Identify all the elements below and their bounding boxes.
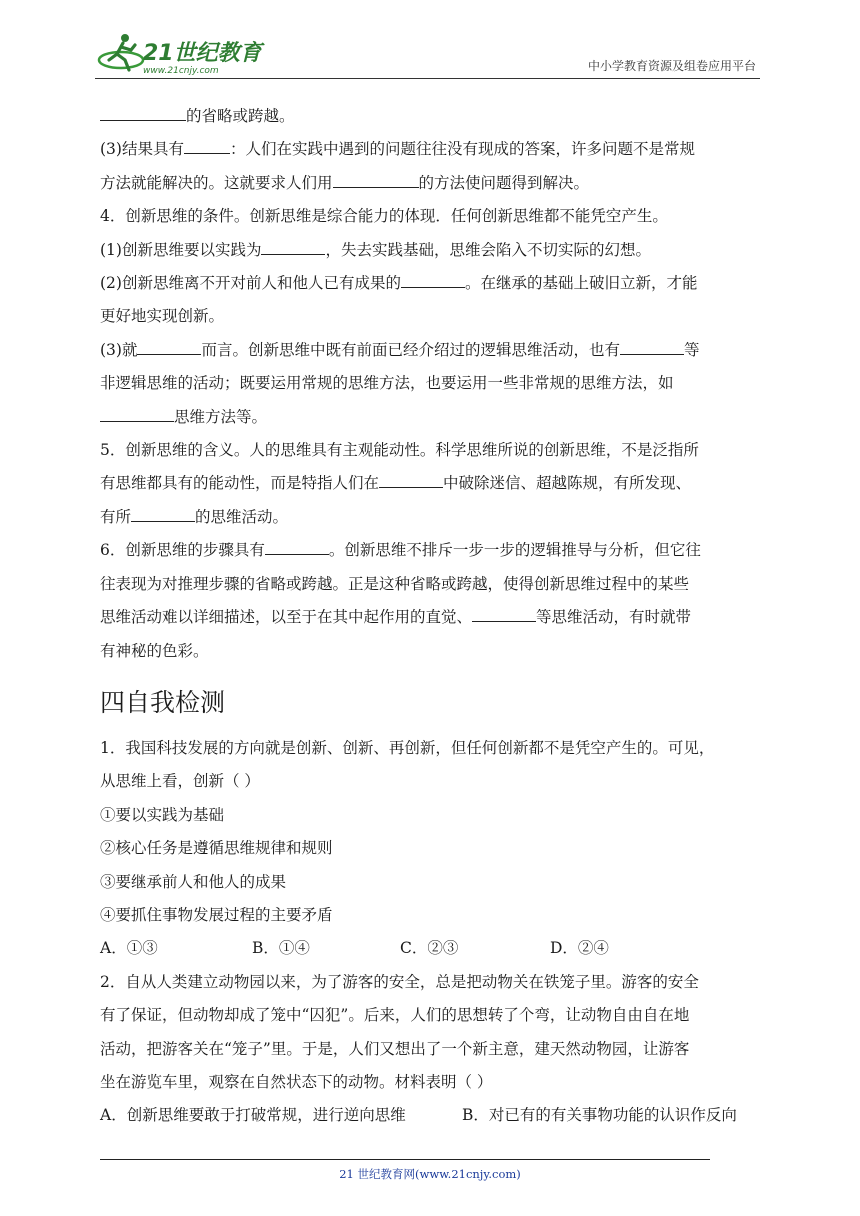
option-c: C．②③ bbox=[400, 939, 459, 958]
question-2: 2．自从人类建立动物园以来，为了游客的安全，总是把动物关在铁笼子里。游客的安全 bbox=[100, 972, 699, 991]
question-2: 有了保证，但动物却成了笼中“囚犯”。后来，人们的思想转了个弯，让动物自由自在地 bbox=[100, 1006, 690, 1025]
answer-blank bbox=[379, 471, 443, 488]
answer-blank bbox=[261, 237, 325, 254]
text-line: 思维活动难以详细描述，以至于在其中起作用的直觉、 等思维活动，有时就带 bbox=[100, 601, 762, 634]
answer-blank bbox=[100, 104, 186, 121]
text-line: 有所 的思维活动。 bbox=[100, 501, 762, 534]
text-line: 4．创新思维的条件。创新思维是综合能力的体现．任何创新思维都不能凭空产生。 bbox=[100, 207, 668, 226]
logo-text: 21世纪教育 bbox=[143, 41, 262, 66]
answer-blank bbox=[620, 338, 684, 355]
logo-url: www.21cnjy.com bbox=[143, 66, 219, 76]
answer-blank bbox=[131, 505, 195, 522]
answer-blank bbox=[184, 137, 230, 154]
option-b: B．对已有的有关事物功能的认识作反向 bbox=[462, 1106, 737, 1125]
answer-blank bbox=[401, 271, 465, 288]
page-header bbox=[95, 30, 760, 79]
answer-blank bbox=[100, 404, 174, 421]
site-name: 中小学教育资源及组卷应用平台 bbox=[587, 59, 756, 73]
question-1: 1．我国科技发展的方向就是创新、创新、再创新，但任何创新都不是凭空产生的。可见， bbox=[100, 738, 715, 757]
statement-item: ③要继承前人和他人的成果 bbox=[100, 872, 287, 891]
statement-item: ①要以实践为基础 bbox=[100, 805, 225, 824]
footer-divider bbox=[100, 1159, 710, 1160]
document-body bbox=[100, 100, 762, 1133]
answer-options bbox=[100, 1099, 762, 1132]
footer-text: 21 世纪教育网(www.21cnjy.com) bbox=[339, 1167, 521, 1181]
text-line: (2)创新思维离不开对前人和他人已有成果的 。在继承的基础上破旧立新，才能 bbox=[100, 267, 762, 300]
question-2: 坐在游览车里，观察在自然状态下的动物。材料表明（ ） bbox=[100, 1072, 493, 1091]
text-line: 思维方法等。 bbox=[100, 401, 762, 434]
question-1: 从思维上看，创新（ ） bbox=[100, 772, 260, 791]
text-line: (1)创新思维要以实践为 ，失去实践基础，思维会陷入不切实际的幻想。 bbox=[100, 234, 762, 267]
option-a: A．①③ bbox=[100, 939, 158, 958]
answer-blank bbox=[333, 171, 419, 188]
text-line: 有思维都具有的能动性，而是特指人们在 中破除迷信、超越陈规，有所发现、 bbox=[100, 467, 762, 500]
section-title: 四自我检测 bbox=[100, 687, 226, 717]
text-line: 6．创新思维的步骤具有 。创新思维不排斥一步一步的逻辑推导与分析，但它往 bbox=[100, 534, 762, 567]
answer-blank bbox=[137, 338, 201, 355]
text-line: (3)就 而言。创新思维中既有前面已经介绍过的逻辑思维活动，也有 等 bbox=[100, 334, 762, 367]
option-a: A．创新思维要敢于打破常规，进行逆向思维 bbox=[100, 1106, 406, 1125]
text-line: 5．创新思维的含义。人的思维具有主观能动性。科学思维所说的创新思维，不是泛指所 bbox=[100, 441, 699, 460]
text-line: 方法就能解决的。这就要求人们用 的方法使问题得到解决。 bbox=[100, 167, 762, 200]
answer-options bbox=[100, 932, 762, 965]
statement-item: ④要抓住事物发展过程的主要矛盾 bbox=[100, 905, 333, 924]
answer-blank bbox=[472, 605, 536, 622]
option-d: D．②④ bbox=[550, 939, 609, 958]
text-line: 有神秘的色彩。 bbox=[100, 641, 209, 660]
text-line: (3)结果具有 ：人们在实践中遇到的问题往往没有现成的答案，许多问题不是常规 bbox=[100, 133, 762, 166]
text-line: 往表现为对推理步骤的省略或跨越。正是这种省略或跨越，使得创新思维过程中的某些 bbox=[100, 574, 690, 593]
logo-icon bbox=[95, 30, 265, 76]
text-line: 更好地实现创新。 bbox=[100, 307, 225, 326]
answer-blank bbox=[265, 538, 329, 555]
option-b: B．①④ bbox=[252, 939, 310, 958]
question-2: 活动，把游客关在“笼子”里。于是，人们又想出了一个新主意，建天然动物园，让游客 bbox=[100, 1039, 690, 1058]
text-line: 的省略或跨越。 bbox=[100, 100, 762, 133]
statement-item: ②核心任务是遵循思维规律和规则 bbox=[100, 839, 333, 858]
text-line: 非逻辑思维的活动；既要运用常规的思维方法，也要运用一些非常规的思维方法，如 bbox=[100, 374, 674, 393]
